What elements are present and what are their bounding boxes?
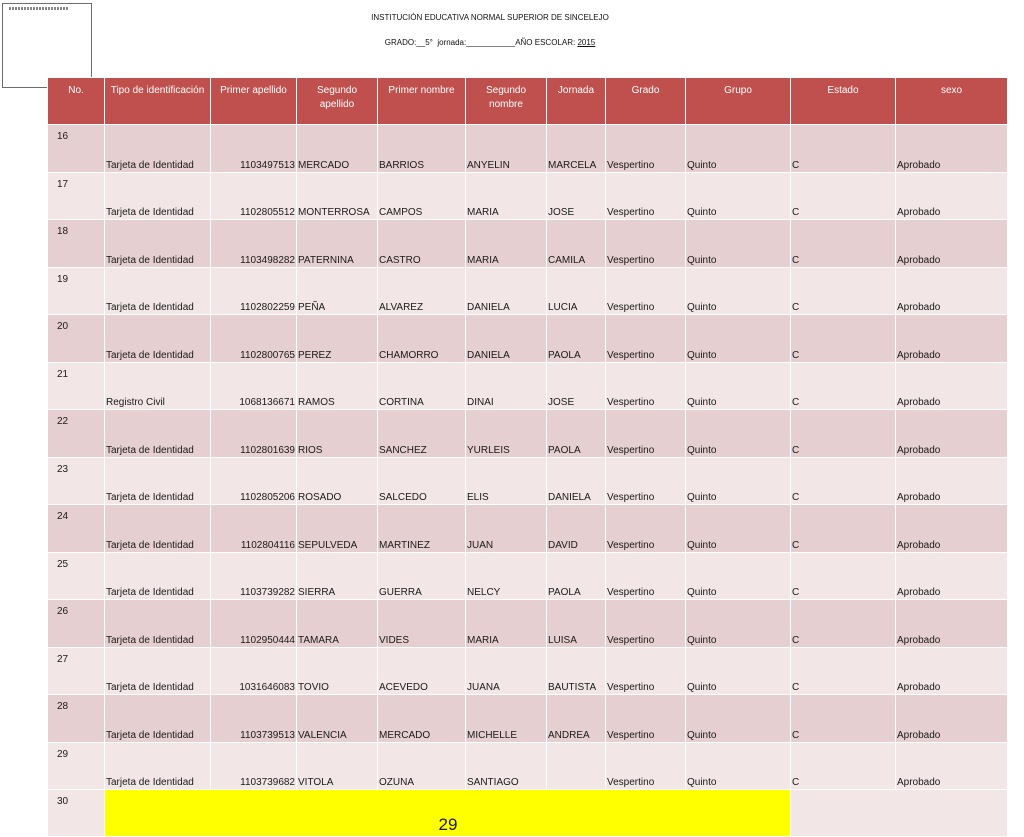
id-type-cell: Tarjeta de Identidad [105, 410, 211, 458]
second-surname-cell: SANCHEZ [378, 410, 466, 458]
first-surname-cell: ROSADO [297, 457, 378, 505]
first-name-cell: NELCY [466, 552, 547, 600]
id-type-cell: Tarjeta de Identidad [105, 742, 211, 790]
second-surname-cell: SALCEDO [378, 457, 466, 505]
group-cell: C [791, 362, 896, 410]
first-surname-cell: VALENCIA [297, 695, 378, 743]
document-number-cell: 1103498282 [211, 220, 297, 268]
status-cell: Aprobado [896, 457, 1008, 505]
group-cell: C [791, 695, 896, 743]
shift-cell: Vespertino [606, 695, 686, 743]
column-header-tipo: Tipo de identificación [105, 78, 211, 125]
shift-cell: Vespertino [606, 647, 686, 695]
document-number-cell: 1068136671 [211, 362, 297, 410]
first-name-cell: ELIS [466, 457, 547, 505]
group-cell: C [791, 220, 896, 268]
column-header-grupo: Grupo [686, 78, 791, 125]
group-cell: C [791, 647, 896, 695]
shift-cell: Vespertino [606, 172, 686, 220]
table-row [48, 125, 1008, 173]
row-number-cell: 30 [48, 790, 105, 837]
id-type-cell: Registro Civil [105, 362, 211, 410]
second-name-cell: DANIELA [547, 457, 606, 505]
status-cell: Aprobado [896, 220, 1008, 268]
shift-cell: Vespertino [606, 267, 686, 315]
second-surname-cell: GUERRA [378, 552, 466, 600]
first-name-cell: MARIA [466, 600, 547, 648]
table-row [48, 172, 1008, 220]
group-cell: C [791, 410, 896, 458]
status-cell: Aprobado [896, 552, 1008, 600]
group-cell: C [791, 552, 896, 600]
second-surname-cell: ALVAREZ [378, 267, 466, 315]
status-cell: Aprobado [896, 695, 1008, 743]
column-header-estado: Estado [791, 78, 896, 125]
shift-cell: Vespertino [606, 220, 686, 268]
shift-cell: Vespertino [606, 600, 686, 648]
group-cell: C [791, 315, 896, 363]
grade-cell: Quinto [686, 362, 791, 410]
second-surname-cell: BARRIOS [378, 125, 466, 173]
document-number-cell: 1103739513 [211, 695, 297, 743]
table-row [48, 267, 1008, 315]
id-type-cell: Tarjeta de Identidad [105, 552, 211, 600]
row-number-cell: 20 [48, 315, 105, 363]
table-row [48, 505, 1008, 553]
first-surname-cell: TOVIO [297, 647, 378, 695]
id-type-cell: Tarjeta de Identidad [105, 315, 211, 363]
id-type-cell: Tarjeta de Identidad [105, 505, 211, 553]
table-row [48, 695, 1008, 743]
row-number-cell: 21 [48, 362, 105, 410]
table-row [48, 552, 1008, 600]
status-cell: Aprobado [896, 267, 1008, 315]
first-surname-cell: PEÑA [297, 267, 378, 315]
group-cell: C [791, 172, 896, 220]
shift-cell: Vespertino [606, 457, 686, 505]
second-surname-cell: MERCADO [378, 695, 466, 743]
table-row [48, 315, 1008, 363]
table-row [48, 362, 1008, 410]
grade-cell: Quinto [686, 172, 791, 220]
group-cell: C [791, 267, 896, 315]
jornada-label: jornada: [437, 38, 467, 47]
grade-cell: Quinto [686, 267, 791, 315]
group-cell: C [791, 505, 896, 553]
shift-cell: Vespertino [606, 552, 686, 600]
second-name-cell: CAMILA [547, 220, 606, 268]
document-number-cell: 1103497513 [211, 125, 297, 173]
second-name-cell: JOSE [547, 362, 606, 410]
grade-cell: Quinto [686, 125, 791, 173]
column-header-jornada: Jornada [547, 78, 606, 125]
column-header-segundo-nombre: Segundo nombre [466, 78, 547, 125]
first-surname-cell: MERCADO [297, 125, 378, 173]
row-number-cell: 22 [48, 410, 105, 458]
row-number-cell: 26 [48, 600, 105, 648]
first-name-cell: DINAI [466, 362, 547, 410]
status-cell: Aprobado [896, 647, 1008, 695]
status-cell: Aprobado [896, 410, 1008, 458]
second-surname-cell: CORTINA [378, 362, 466, 410]
column-header-sexo: sexo [896, 78, 1008, 125]
status-cell: Aprobado [896, 742, 1008, 790]
first-surname-cell: PEREZ [297, 315, 378, 363]
document-number-cell: 1102801639 [211, 410, 297, 458]
shift-cell: Vespertino [606, 362, 686, 410]
second-name-cell: PAOLA [547, 552, 606, 600]
grade-cell: Quinto [686, 410, 791, 458]
id-type-cell: Tarjeta de Identidad [105, 457, 211, 505]
first-surname-cell: PATERNINA [297, 220, 378, 268]
document-number-cell: 1103739682 [211, 742, 297, 790]
first-name-cell: YURLEIS [466, 410, 547, 458]
row-number-cell: 23 [48, 457, 105, 505]
institution-title: INSTITUCIÓN EDUCATIVA NORMAL SUPERIOR DE SINCELEJO [371, 13, 609, 22]
second-surname-cell: CHAMORRO [378, 315, 466, 363]
column-header-segundo-apellido: Segundo apellido [297, 78, 378, 125]
total-row [48, 790, 1008, 837]
shift-cell: Vespertino [606, 125, 686, 173]
group-cell: C [791, 125, 896, 173]
id-type-cell: Tarjeta de Identidad [105, 695, 211, 743]
document-number-cell: 1102950444 [211, 600, 297, 648]
grade-cell: Quinto [686, 457, 791, 505]
second-name-cell: BAUTISTA [547, 647, 606, 695]
row-number-cell: 17 [48, 172, 105, 220]
status-cell: Aprobado [896, 505, 1008, 553]
grade-line [320, 38, 660, 47]
status-cell: Aprobado [896, 172, 1008, 220]
shift-cell: Vespertino [606, 315, 686, 363]
second-name-cell: PAOLA [547, 315, 606, 363]
student-roster-table [47, 77, 1008, 837]
second-surname-cell: OZUNA [378, 742, 466, 790]
first-name-cell: JUAN [466, 505, 547, 553]
second-name-cell: MARCELA [547, 125, 606, 173]
document-number-cell: 1102805206 [211, 457, 297, 505]
grado-value: __5° [416, 38, 433, 47]
second-name-cell: LUCIA [547, 267, 606, 315]
first-surname-cell: SIERRA [297, 552, 378, 600]
row-number-cell: 18 [48, 220, 105, 268]
status-cell: Aprobado [896, 362, 1008, 410]
row-number-cell: 28 [48, 695, 105, 743]
column-header-primer-apellido: Primer apellido [211, 78, 297, 125]
grade-cell: Quinto [686, 647, 791, 695]
table-row [48, 600, 1008, 648]
empty-cell [791, 790, 1008, 837]
document-number-cell: 1102805512 [211, 172, 297, 220]
first-surname-cell: TAMARA [297, 600, 378, 648]
first-name-cell: ANYELIN [466, 125, 547, 173]
first-name-cell: MARIA [466, 220, 547, 268]
table-row [48, 220, 1008, 268]
second-surname-cell: CASTRO [378, 220, 466, 268]
table-header-row [48, 78, 1008, 125]
column-header-no: No. [48, 78, 105, 125]
anio-value: 2015 [577, 38, 596, 47]
group-cell: C [791, 742, 896, 790]
second-surname-cell: MARTINEZ [378, 505, 466, 553]
logo-placeholder [2, 3, 92, 88]
row-number-cell: 29 [48, 742, 105, 790]
first-surname-cell: RIOS [297, 410, 378, 458]
second-name-cell: LUISA [547, 600, 606, 648]
row-number-cell: 16 [48, 125, 105, 173]
second-name-cell: PAOLA [547, 410, 606, 458]
first-name-cell: JUANA [466, 647, 547, 695]
table-row [48, 457, 1008, 505]
document-number-cell: 1103739282 [211, 552, 297, 600]
second-name-cell: JOSE [547, 172, 606, 220]
status-cell: Aprobado [896, 125, 1008, 173]
anio-label: AÑO ESCOLAR: [515, 38, 576, 47]
document-number-cell: 1031646083 [211, 647, 297, 695]
first-name-cell: MICHELLE [466, 695, 547, 743]
second-name-cell [547, 742, 606, 790]
row-number-cell: 25 [48, 552, 105, 600]
student-total-cell: 29 [105, 790, 791, 837]
table-body [48, 125, 1008, 837]
table-row [48, 742, 1008, 790]
status-cell: Aprobado [896, 315, 1008, 363]
id-type-cell: Tarjeta de Identidad [105, 125, 211, 173]
id-type-cell: Tarjeta de Identidad [105, 220, 211, 268]
grade-cell: Quinto [686, 695, 791, 743]
first-surname-cell: RAMOS [297, 362, 378, 410]
id-type-cell: Tarjeta de Identidad [105, 267, 211, 315]
first-surname-cell: SEPULVEDA [297, 505, 378, 553]
grade-cell: Quinto [686, 600, 791, 648]
row-number-cell: 27 [48, 647, 105, 695]
second-name-cell: DAVID [547, 505, 606, 553]
first-surname-cell: VITOLA [297, 742, 378, 790]
first-name-cell: SANTIAGO [466, 742, 547, 790]
row-number-cell: 19 [48, 267, 105, 315]
first-name-cell: MARIA [466, 172, 547, 220]
id-type-cell: Tarjeta de Identidad [105, 172, 211, 220]
column-header-primer-nombre: Primer nombre [378, 78, 466, 125]
group-cell: C [791, 600, 896, 648]
grade-cell: Quinto [686, 505, 791, 553]
logo-caption-mark [9, 7, 69, 10]
shift-cell: Vespertino [606, 410, 686, 458]
document-number-cell: 1102800765 [211, 315, 297, 363]
first-name-cell: DANIELA [466, 315, 547, 363]
status-cell: Aprobado [896, 600, 1008, 648]
first-surname-cell: MONTERROSA [297, 172, 378, 220]
grade-cell: Quinto [686, 220, 791, 268]
table-row [48, 647, 1008, 695]
grade-cell: Quinto [686, 742, 791, 790]
id-type-cell: Tarjeta de Identidad [105, 600, 211, 648]
jornada-value: ___________ [466, 38, 516, 47]
second-surname-cell: VIDES [378, 600, 466, 648]
shift-cell: Vespertino [606, 505, 686, 553]
second-surname-cell: CAMPOS [378, 172, 466, 220]
table-row [48, 410, 1008, 458]
grado-label: GRADO: [384, 38, 417, 47]
grade-cell: Quinto [686, 552, 791, 600]
second-name-cell: ANDREA [547, 695, 606, 743]
column-header-grado: Grado [606, 78, 686, 125]
group-cell: C [791, 457, 896, 505]
row-number-cell: 24 [48, 505, 105, 553]
grade-cell: Quinto [686, 315, 791, 363]
shift-cell: Vespertino [606, 742, 686, 790]
second-surname-cell: ACEVEDO [378, 647, 466, 695]
document-number-cell: 1102802259 [211, 267, 297, 315]
id-type-cell: Tarjeta de Identidad [105, 647, 211, 695]
first-name-cell: DANIELA [466, 267, 547, 315]
document-number-cell: 1102804116 [211, 505, 297, 553]
